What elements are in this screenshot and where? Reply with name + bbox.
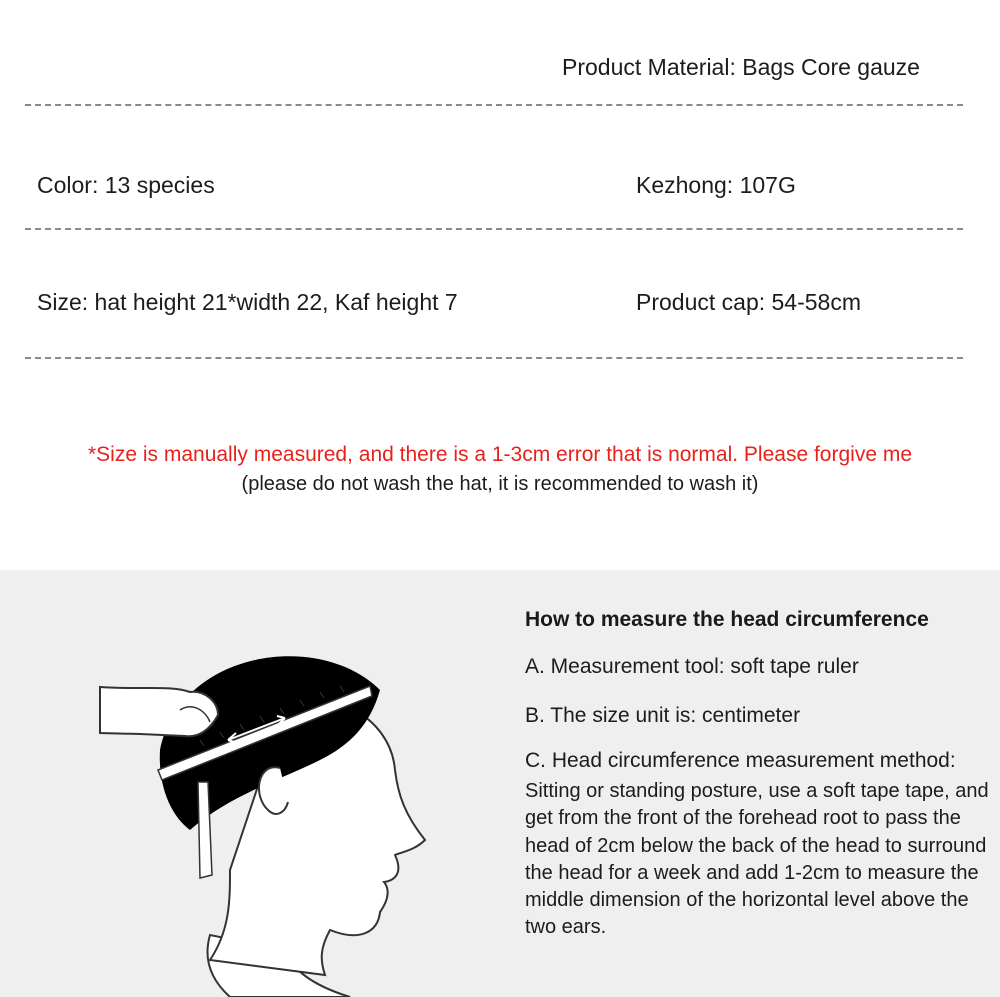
howto-title: How to measure the head circumference <box>525 608 929 631</box>
step-a: A. Measurement tool: soft tape ruler <box>525 655 859 678</box>
spec-size: Size: hat height 21*width 22, Kaf height 7 <box>37 289 458 315</box>
divider <box>25 228 963 230</box>
divider <box>25 357 963 359</box>
spec-material: Product Material: Bags Core gauze <box>562 54 920 80</box>
head-measuring-tape-icon <box>80 630 440 997</box>
spec-cap: Product cap: 54-58cm <box>636 289 862 315</box>
spec-color: Color: 13 species <box>37 172 215 198</box>
size-error-note: *Size is manually measured, and there is a 1-3cm error that is normal. Please forgive me <box>87 443 913 466</box>
step-c: C. Head circumference measurement method: <box>525 749 956 772</box>
method-description: Sitting or standing posture, use a soft tape tape, and get from the front of the forehead root to pass the head of 2cm below the back of the head to surround the head for a week and add 1-2cm to measure the middle dimension of the horizontal level above the two ears. <box>525 780 989 939</box>
wash-note: (please do not wash the hat, it is recommended to wash it) <box>241 473 759 495</box>
measure-guide-panel <box>0 570 1000 997</box>
spec-weight: Kezhong: 107G <box>636 172 796 198</box>
step-b: B. The size unit is: centimeter <box>525 704 801 727</box>
divider <box>25 104 963 106</box>
